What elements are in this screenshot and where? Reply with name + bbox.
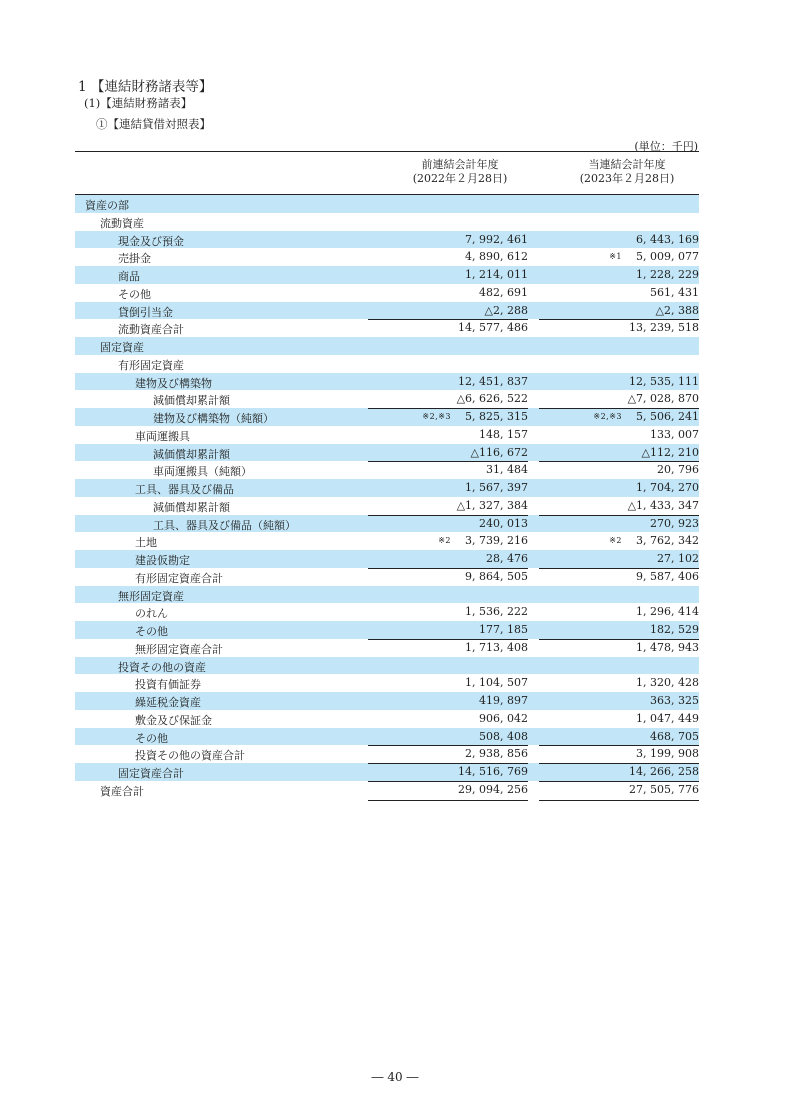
amount: 468, 705 (650, 729, 699, 743)
row-label: 貸倒引当金 (118, 305, 173, 319)
prior-year-value (368, 481, 528, 494)
row-label: 流動資産 (100, 216, 144, 230)
amount: 363, 325 (650, 694, 699, 707)
current-year-value (539, 392, 699, 405)
column-header-current-year-label: 当連結会計年度 (588, 158, 666, 171)
current-year-value (539, 499, 699, 512)
current-year-value (539, 641, 699, 654)
prior-year-value (368, 694, 528, 707)
table-row (75, 657, 699, 675)
table-row (75, 266, 699, 284)
row-label: 有形固定資産 (118, 358, 184, 372)
row-label: 工具、器具及び備品 (135, 483, 234, 496)
current-year-value (539, 747, 699, 760)
prior-year-value (368, 570, 528, 583)
prior-year-value (368, 375, 528, 388)
row-label: 資産の部 (85, 199, 129, 212)
current-year-value (539, 446, 699, 459)
amount: △112, 210 (641, 445, 699, 459)
row-label: 現金及び預金 (118, 234, 184, 248)
amount: 1, 296, 414 (636, 605, 699, 619)
table-row (75, 781, 699, 799)
amount: 133, 007 (650, 427, 699, 441)
prior-year-value (368, 605, 528, 618)
prior-year-value (368, 233, 528, 246)
row-label: 固定資産合計 (118, 767, 184, 780)
table-row (75, 621, 699, 639)
prior-year-value (368, 676, 528, 689)
current-year-value (539, 304, 699, 317)
row-label: 無形固定資産合計 (135, 642, 223, 656)
amount: 3, 739, 216 (465, 534, 528, 548)
amount: 5, 009, 077 (636, 250, 699, 264)
table-row (75, 674, 699, 692)
amount: 482, 691 (479, 285, 528, 299)
amount: △1, 433, 347 (627, 498, 699, 512)
footnote-ref: ※2 (438, 536, 452, 546)
row-label: 減価償却累計額 (153, 500, 230, 514)
current-year-value (539, 534, 699, 547)
amount: 1, 704, 270 (636, 481, 699, 494)
row-label: その他 (135, 625, 168, 638)
amount: 1, 228, 229 (636, 268, 699, 281)
table-row (75, 426, 699, 444)
row-label: 投資その他の資産合計 (135, 749, 245, 763)
amount: 7, 992, 461 (465, 232, 528, 246)
row-label: 建物及び構築物（純額） (153, 412, 274, 425)
amount: 3, 762, 342 (636, 534, 699, 548)
amount: △2, 388 (655, 303, 699, 317)
current-year-value (539, 250, 699, 263)
column-header-prior-year-date: (2022年２月28日) (412, 172, 508, 185)
row-label: 減価償却累計額 (153, 447, 230, 461)
current-year-value (539, 481, 699, 494)
amount: 1, 713, 408 (465, 640, 528, 654)
amount: 5, 506, 241 (636, 410, 699, 423)
balance-sheet-table (75, 151, 699, 799)
current-year-value (539, 676, 699, 689)
table-row (75, 515, 699, 533)
amount: 1, 214, 011 (465, 268, 528, 281)
amount: 906, 042 (479, 711, 528, 725)
amount: △6, 626, 522 (456, 392, 528, 406)
amount: 29, 094, 256 (458, 782, 528, 796)
amount: 9, 864, 505 (465, 569, 528, 583)
current-year-value (539, 375, 699, 388)
table-row (75, 586, 699, 604)
table-row (75, 603, 699, 621)
table-row (75, 319, 699, 337)
table-row (75, 444, 699, 462)
table-row (75, 248, 699, 266)
amount: △7, 028, 870 (627, 392, 699, 406)
amount: 12, 451, 837 (458, 374, 528, 388)
current-year-value (539, 428, 699, 441)
current-year-value (539, 463, 699, 476)
prior-year-value (368, 268, 528, 281)
prior-year-value (368, 392, 528, 405)
table-row (75, 390, 699, 408)
row-label: その他 (135, 731, 168, 745)
table-row (75, 497, 699, 515)
amount: 1, 478, 943 (636, 640, 699, 654)
table-row (75, 195, 699, 213)
prior-year-value (368, 623, 528, 636)
prior-year-value (368, 250, 528, 263)
prior-year-value (368, 304, 528, 317)
amount: 270, 923 (650, 516, 699, 530)
amount: 31, 484 (486, 463, 528, 477)
row-label: 無形固定資産 (118, 589, 184, 603)
prior-year-value (368, 534, 528, 547)
amount: 508, 408 (479, 729, 528, 743)
prior-year-value (368, 517, 528, 530)
current-year-value (539, 321, 699, 334)
table-row (75, 408, 699, 426)
amount: 1, 104, 507 (465, 676, 528, 690)
amount: △116, 672 (470, 445, 528, 459)
table-row (75, 302, 699, 320)
table-row (75, 728, 699, 746)
row-label: 資産合計 (100, 784, 144, 798)
row-label: その他 (118, 287, 151, 301)
row-label: のれん (135, 607, 168, 621)
amount: 27, 505, 776 (629, 782, 699, 796)
amount: 28, 476 (486, 552, 528, 565)
current-year-value (539, 623, 699, 636)
current-year-value (539, 410, 699, 423)
amount: 1, 567, 397 (465, 481, 528, 494)
row-label: 土地 (135, 536, 157, 550)
table-body (75, 194, 699, 799)
prior-year-value (368, 410, 528, 423)
amount: 13, 239, 518 (629, 321, 699, 335)
amount: 9, 587, 406 (636, 569, 699, 583)
current-year-value (539, 517, 699, 530)
row-label: 売掛金 (118, 252, 151, 266)
prior-year-value (368, 765, 528, 778)
amount: 1, 047, 449 (636, 711, 699, 725)
current-year-value (539, 286, 699, 299)
row-label: 投資有価証券 (135, 678, 201, 692)
amount: 27, 102 (657, 552, 699, 565)
row-label: 敷金及び保証金 (135, 713, 212, 727)
table-row (75, 479, 699, 497)
row-label: 流動資産合計 (118, 323, 184, 337)
amount: 4, 890, 612 (465, 250, 528, 264)
amount: 3, 199, 908 (636, 747, 699, 761)
row-label: 車両運搬具（純額） (153, 465, 252, 479)
table-row (75, 763, 699, 781)
table-row (75, 550, 699, 568)
column-header-prior-year (390, 158, 530, 186)
row-label: 商品 (118, 270, 140, 283)
prior-year-value (368, 730, 528, 743)
footnote-ref: ※2,※3 (593, 412, 623, 421)
amount: 2, 938, 856 (465, 747, 528, 761)
prior-year-value (368, 783, 528, 796)
table-row (75, 710, 699, 728)
current-year-value (539, 765, 699, 778)
amount: △2, 288 (484, 303, 528, 317)
current-year-value (539, 552, 699, 565)
current-year-value (539, 570, 699, 583)
current-year-value (539, 783, 699, 796)
current-year-value (539, 712, 699, 725)
amount: 177, 185 (479, 623, 528, 636)
subsection-title: (1)【連結財務諸表】 (84, 96, 193, 110)
row-label: 繰延税金資産 (135, 696, 201, 709)
current-year-value (539, 730, 699, 743)
amount: 240, 013 (479, 516, 528, 530)
prior-year-value (368, 747, 528, 760)
prior-year-value (368, 463, 528, 476)
footnote-ref: ※1 (609, 252, 623, 262)
table-row (75, 692, 699, 710)
current-year-value (539, 605, 699, 618)
footnote-ref: ※2 (609, 536, 623, 546)
amount: 12, 535, 111 (629, 374, 699, 388)
row-label: 建設仮勘定 (135, 554, 190, 567)
row-label: 車両運搬具 (135, 429, 190, 443)
amount: 1, 320, 428 (636, 676, 699, 690)
prior-year-value (368, 499, 528, 512)
table-row (75, 231, 699, 249)
section-title: 1 【連結財務諸表等】 (78, 79, 213, 95)
statement-title: ①【連結貸借対照表】 (96, 117, 211, 131)
table-row (75, 284, 699, 302)
prior-year-value (368, 552, 528, 565)
prior-year-value (368, 286, 528, 299)
footnote-ref: ※2,※3 (422, 412, 452, 421)
amount: 419, 897 (479, 694, 528, 707)
table-header (75, 151, 699, 194)
prior-year-value (368, 712, 528, 725)
prior-year-value (368, 321, 528, 334)
amount: 14, 577, 486 (458, 321, 528, 335)
amount: 1, 536, 222 (465, 605, 528, 619)
prior-year-value (368, 641, 528, 654)
row-label: 減価償却累計額 (153, 394, 230, 408)
amount: 6, 443, 169 (636, 232, 699, 246)
table-row (75, 639, 699, 657)
current-year-value (539, 268, 699, 281)
row-label: 建物及び構築物 (135, 376, 212, 390)
amount: 14, 266, 258 (629, 765, 699, 778)
total-underline (368, 800, 528, 801)
unit-note: (単位：千円) (634, 140, 698, 153)
row-label: 有形固定資産合計 (135, 571, 223, 585)
table-row (75, 461, 699, 479)
row-label: 投資その他の資産 (118, 660, 206, 674)
page-number: ― 40 ― (371, 1070, 419, 1084)
table-row (75, 213, 699, 231)
column-header-prior-year-label: 前連結会計年度 (421, 158, 499, 171)
amount: 20, 796 (657, 463, 699, 477)
table-row (75, 532, 699, 550)
column-header-current-year (557, 158, 697, 186)
current-year-value (539, 694, 699, 707)
amount: 148, 157 (479, 427, 528, 441)
table-row (75, 745, 699, 763)
row-label: 工具、器具及び備品（純額） (153, 518, 296, 532)
amount: △1, 327, 384 (456, 498, 528, 512)
table-row (75, 355, 699, 373)
amount: 561, 431 (650, 285, 699, 299)
table-row (75, 337, 699, 355)
amount: 14, 516, 769 (458, 765, 528, 778)
current-year-value (539, 233, 699, 246)
prior-year-value (368, 428, 528, 441)
total-underline (539, 800, 699, 801)
table-row (75, 568, 699, 586)
amount: 182, 529 (650, 623, 699, 636)
amount: 5, 825, 315 (465, 410, 528, 423)
row-label: 固定資産 (100, 341, 144, 354)
table-row (75, 373, 699, 391)
prior-year-value (368, 446, 528, 459)
column-header-current-year-date: (2023年２月28日) (579, 172, 675, 185)
